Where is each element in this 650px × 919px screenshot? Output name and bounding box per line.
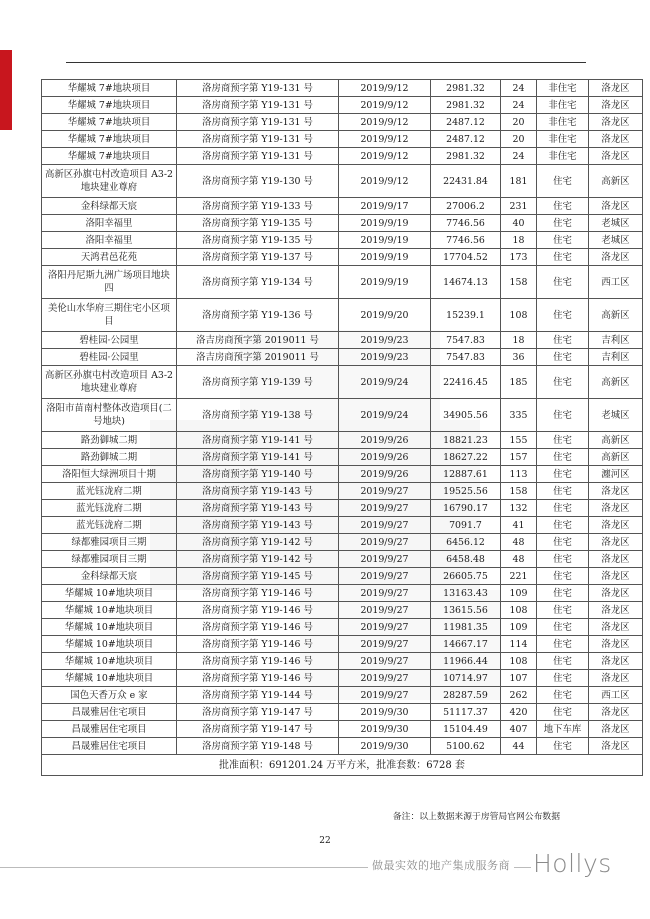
project-name-cell: 华耀城 10#地块项目	[42, 602, 177, 619]
permit-number-cell: 洛吉房商预字第 2019011 号	[177, 349, 339, 366]
permit-number-cell: 洛房商预字第 Y19-137 号	[177, 249, 339, 266]
permit-number-cell: 洛房商预字第 Y19-131 号	[177, 97, 339, 114]
unit-count-cell: 107	[501, 670, 537, 687]
usage-type-cell: 非住宅	[537, 80, 589, 97]
approval-date-cell: 2019/9/12	[339, 80, 431, 97]
table-row	[42, 97, 643, 114]
project-name-cell: 金科绿都天宸	[42, 568, 177, 585]
unit-count-cell: 41	[501, 517, 537, 534]
usage-type-cell: 住宅	[537, 653, 589, 670]
project-name-cell: 洛阳市苗南村整体改造项目(二号地块)	[42, 399, 177, 432]
approval-date-cell: 2019/9/12	[339, 148, 431, 165]
district-cell: 老城区	[589, 232, 643, 249]
approved-area-cell: 2981.32	[431, 97, 501, 114]
approval-date-cell: 2019/9/27	[339, 500, 431, 517]
approved-area-cell: 27006.2	[431, 198, 501, 215]
permit-number-cell: 洛房商预字第 Y19-142 号	[177, 551, 339, 568]
unit-count-cell: 173	[501, 249, 537, 266]
page-number: 22	[319, 836, 331, 846]
district-cell: 西工区	[589, 266, 643, 299]
approval-date-cell: 2019/9/27	[339, 619, 431, 636]
unit-count-cell: 44	[501, 738, 537, 755]
permit-number-cell: 洛房商预字第 Y19-145 号	[177, 568, 339, 585]
unit-count-cell: 157	[501, 449, 537, 466]
project-name-cell: 国色天香万众 e 家	[42, 687, 177, 704]
project-name-cell: 昌晟雅居住宅项目	[42, 721, 177, 738]
approval-date-cell: 2019/9/27	[339, 483, 431, 500]
approved-area-cell: 11966.44	[431, 653, 501, 670]
approved-area-cell: 18627.22	[431, 449, 501, 466]
approved-area-cell: 13615.56	[431, 602, 501, 619]
unit-count-cell: 108	[501, 299, 537, 332]
approved-area-cell: 19525.56	[431, 483, 501, 500]
project-name-cell: 天鸿君邑花苑	[42, 249, 177, 266]
permit-number-cell: 洛房商预字第 Y19-146 号	[177, 636, 339, 653]
permit-number-cell: 洛房商预字第 Y19-136 号	[177, 299, 339, 332]
unit-count-cell: 181	[501, 165, 537, 198]
usage-type-cell: 住宅	[537, 349, 589, 366]
approved-area-cell: 12887.61	[431, 466, 501, 483]
approval-date-cell: 2019/9/27	[339, 517, 431, 534]
approved-area-cell: 17704.52	[431, 249, 501, 266]
district-cell: 高新区	[589, 366, 643, 399]
district-cell: 吉利区	[589, 349, 643, 366]
unit-count-cell: 109	[501, 585, 537, 602]
approved-area-cell: 7547.83	[431, 349, 501, 366]
permit-number-cell: 洛房商预字第 Y19-131 号	[177, 114, 339, 131]
table-row	[42, 349, 643, 366]
unit-count-cell: 132	[501, 500, 537, 517]
table-row	[42, 534, 643, 551]
approval-date-cell: 2019/9/19	[339, 232, 431, 249]
district-cell: 洛龙区	[589, 534, 643, 551]
unit-count-cell: 158	[501, 483, 537, 500]
approval-date-cell: 2019/9/12	[339, 165, 431, 198]
project-name-cell: 华耀城 10#地块项目	[42, 636, 177, 653]
usage-type-cell: 住宅	[537, 198, 589, 215]
approved-area-cell: 6456.12	[431, 534, 501, 551]
usage-type-cell: 住宅	[537, 670, 589, 687]
usage-type-cell: 住宅	[537, 399, 589, 432]
project-name-cell: 碧桂园·公园里	[42, 332, 177, 349]
district-cell: 洛龙区	[589, 670, 643, 687]
district-cell: 洛龙区	[589, 131, 643, 148]
district-cell: 洛龙区	[589, 619, 643, 636]
district-cell: 高新区	[589, 299, 643, 332]
usage-type-cell: 住宅	[537, 738, 589, 755]
permit-number-cell: 洛房商预字第 Y19-146 号	[177, 602, 339, 619]
approved-area-cell: 5100.62	[431, 738, 501, 755]
unit-count-cell: 18	[501, 332, 537, 349]
project-name-cell: 洛阳幸福里	[42, 232, 177, 249]
total-row	[42, 755, 643, 776]
approval-date-cell: 2019/9/12	[339, 131, 431, 148]
approved-area-cell: 6458.48	[431, 551, 501, 568]
district-cell: 洛龙区	[589, 80, 643, 97]
approval-date-cell: 2019/9/27	[339, 687, 431, 704]
table-row	[42, 266, 643, 299]
permit-number-cell: 洛房商预字第 Y19-131 号	[177, 131, 339, 148]
table-row	[42, 517, 643, 534]
approved-area-cell: 15239.1	[431, 299, 501, 332]
unit-count-cell: 48	[501, 551, 537, 568]
district-cell: 洛龙区	[589, 585, 643, 602]
approved-area-cell: 28287.59	[431, 687, 501, 704]
approved-area-cell: 7547.83	[431, 332, 501, 349]
project-name-cell: 昌晟雅居住宅项目	[42, 704, 177, 721]
approval-date-cell: 2019/9/30	[339, 721, 431, 738]
unit-count-cell: 18	[501, 232, 537, 249]
usage-type-cell: 住宅	[537, 534, 589, 551]
permit-number-cell: 洛房商预字第 Y19-135 号	[177, 215, 339, 232]
usage-type-cell: 住宅	[537, 517, 589, 534]
district-cell: 洛龙区	[589, 249, 643, 266]
approved-area-cell: 14667.17	[431, 636, 501, 653]
approval-date-cell: 2019/9/27	[339, 534, 431, 551]
district-cell: 洛龙区	[589, 114, 643, 131]
unit-count-cell: 24	[501, 80, 537, 97]
table-row	[42, 432, 643, 449]
table-row	[42, 585, 643, 602]
usage-type-cell: 住宅	[537, 215, 589, 232]
permit-number-cell: 洛房商预字第 Y19-146 号	[177, 619, 339, 636]
usage-type-cell: 住宅	[537, 551, 589, 568]
table-row	[42, 80, 643, 97]
approval-date-cell: 2019/9/27	[339, 551, 431, 568]
presale-permit-table	[41, 79, 643, 776]
approval-date-cell: 2019/9/27	[339, 585, 431, 602]
project-name-cell: 绿都雅园项目三期	[42, 534, 177, 551]
permit-number-cell: 洛房商预字第 Y19-143 号	[177, 483, 339, 500]
usage-type-cell: 住宅	[537, 366, 589, 399]
usage-type-cell: 住宅	[537, 232, 589, 249]
permit-number-cell: 洛房商预字第 Y19-134 号	[177, 266, 339, 299]
usage-type-cell: 住宅	[537, 500, 589, 517]
table-row	[42, 483, 643, 500]
unit-count-cell: 158	[501, 266, 537, 299]
district-cell: 洛龙区	[589, 568, 643, 585]
unit-count-cell: 108	[501, 653, 537, 670]
unit-count-cell: 185	[501, 366, 537, 399]
permit-number-cell: 洛房商预字第 Y19-133 号	[177, 198, 339, 215]
permit-number-cell: 洛房商预字第 Y19-131 号	[177, 80, 339, 97]
approved-area-cell: 11981.35	[431, 619, 501, 636]
approved-area-cell: 13163.43	[431, 585, 501, 602]
district-cell: 洛龙区	[589, 517, 643, 534]
approval-date-cell: 2019/9/19	[339, 249, 431, 266]
permit-number-cell: 洛房商预字第 Y19-143 号	[177, 517, 339, 534]
table-row	[42, 551, 643, 568]
permit-number-cell: 洛房商预字第 Y19-146 号	[177, 585, 339, 602]
approved-area-cell: 2487.12	[431, 131, 501, 148]
district-cell: 老城区	[589, 399, 643, 432]
unit-count-cell: 48	[501, 534, 537, 551]
permit-number-cell: 洛房商预字第 Y19-141 号	[177, 432, 339, 449]
source-note: 备注：以上数据来源于房管局官网公布数据	[392, 812, 560, 822]
district-cell: 洛龙区	[589, 704, 643, 721]
table-row	[42, 165, 643, 198]
header-rule	[66, 62, 586, 63]
usage-type-cell: 住宅	[537, 466, 589, 483]
usage-type-cell: 住宅	[537, 266, 589, 299]
permit-number-cell: 洛房商预字第 Y19-142 号	[177, 534, 339, 551]
table-row	[42, 299, 643, 332]
usage-type-cell: 住宅	[537, 704, 589, 721]
approval-date-cell: 2019/9/26	[339, 466, 431, 483]
table-row	[42, 366, 643, 399]
table-row	[42, 704, 643, 721]
project-name-cell: 昌晟雅居住宅项目	[42, 738, 177, 755]
approval-date-cell: 2019/9/27	[339, 568, 431, 585]
approved-area-cell: 22431.84	[431, 165, 501, 198]
district-cell: 西工区	[589, 687, 643, 704]
red-accent-bar	[0, 50, 12, 130]
usage-type-cell: 住宅	[537, 432, 589, 449]
project-name-cell: 美伦山水华府三期住宅小区项目	[42, 299, 177, 332]
table-row	[42, 249, 643, 266]
approval-date-cell: 2019/9/30	[339, 704, 431, 721]
approval-date-cell: 2019/9/26	[339, 449, 431, 466]
approval-date-cell: 2019/9/12	[339, 114, 431, 131]
project-name-cell: 蓝光钰泷府二期	[42, 500, 177, 517]
approved-area-cell: 7746.56	[431, 232, 501, 249]
table-row	[42, 399, 643, 432]
approved-area-cell: 18821.23	[431, 432, 501, 449]
usage-type-cell: 住宅	[537, 602, 589, 619]
project-name-cell: 华耀城 10#地块项目	[42, 585, 177, 602]
project-name-cell: 华耀城 7#地块项目	[42, 80, 177, 97]
usage-type-cell: 住宅	[537, 332, 589, 349]
permit-number-cell: 洛房商预字第 Y19-141 号	[177, 449, 339, 466]
project-name-cell: 碧桂园·公园里	[42, 349, 177, 366]
district-cell: 洛龙区	[589, 721, 643, 738]
unit-count-cell: 20	[501, 131, 537, 148]
usage-type-cell: 住宅	[537, 165, 589, 198]
usage-type-cell: 住宅	[537, 299, 589, 332]
unit-count-cell: 335	[501, 399, 537, 432]
usage-type-cell: 住宅	[537, 249, 589, 266]
table-row	[42, 332, 643, 349]
approved-area-cell: 34905.56	[431, 399, 501, 432]
approved-area-cell: 2981.32	[431, 148, 501, 165]
project-name-cell: 华耀城 7#地块项目	[42, 131, 177, 148]
brand-logo: Hollys	[533, 849, 612, 878]
total-summary: 批准面积：691201.24 万平方米，批准套数：6728 套	[42, 755, 643, 776]
table-row	[42, 568, 643, 585]
usage-type-cell: 住宅	[537, 449, 589, 466]
unit-count-cell: 108	[501, 602, 537, 619]
project-name-cell: 金科绿都天宸	[42, 198, 177, 215]
unit-count-cell: 407	[501, 721, 537, 738]
table-row	[42, 653, 643, 670]
unit-count-cell: 109	[501, 619, 537, 636]
project-name-cell: 绿都雅园项目三期	[42, 551, 177, 568]
district-cell: 洛龙区	[589, 636, 643, 653]
table-row	[42, 619, 643, 636]
footer-tagline: 做最实效的地产集成服务商	[368, 857, 514, 873]
usage-type-cell: 地下车库	[537, 721, 589, 738]
approved-area-cell: 51117.37	[431, 704, 501, 721]
approval-date-cell: 2019/9/27	[339, 670, 431, 687]
table-row	[42, 602, 643, 619]
project-name-cell: 洛阳恒大绿洲项目十期	[42, 466, 177, 483]
unit-count-cell: 262	[501, 687, 537, 704]
table-row	[42, 670, 643, 687]
unit-count-cell: 114	[501, 636, 537, 653]
approval-date-cell: 2019/9/26	[339, 432, 431, 449]
project-name-cell: 高新区孙旗屯村改造项目 A3-2 地块建业尊府	[42, 165, 177, 198]
approval-date-cell: 2019/9/30	[339, 738, 431, 755]
table-row	[42, 148, 643, 165]
permit-number-cell: 洛房商预字第 Y19-143 号	[177, 500, 339, 517]
project-name-cell: 华耀城 7#地块项目	[42, 148, 177, 165]
approval-date-cell: 2019/9/19	[339, 266, 431, 299]
approved-area-cell: 26605.75	[431, 568, 501, 585]
district-cell: 洛龙区	[589, 653, 643, 670]
table-row	[42, 636, 643, 653]
project-name-cell: 华耀城 10#地块项目	[42, 670, 177, 687]
approval-date-cell: 2019/9/24	[339, 366, 431, 399]
approved-area-cell: 2487.12	[431, 114, 501, 131]
permit-number-cell: 洛吉房商预字第 2019011 号	[177, 332, 339, 349]
project-name-cell: 路劲御城二期	[42, 449, 177, 466]
table-row	[42, 500, 643, 517]
approved-area-cell: 22416.45	[431, 366, 501, 399]
approval-date-cell: 2019/9/27	[339, 653, 431, 670]
project-name-cell: 华耀城 7#地块项目	[42, 97, 177, 114]
unit-count-cell: 24	[501, 148, 537, 165]
project-name-cell: 华耀城 10#地块项目	[42, 653, 177, 670]
district-cell: 洛龙区	[589, 483, 643, 500]
approved-area-cell: 7746.56	[431, 215, 501, 232]
permit-number-cell: 洛房商预字第 Y19-135 号	[177, 232, 339, 249]
table-row	[42, 687, 643, 704]
district-cell: 洛龙区	[589, 198, 643, 215]
table-row	[42, 215, 643, 232]
unit-count-cell: 155	[501, 432, 537, 449]
permit-number-cell: 洛房商预字第 Y19-131 号	[177, 148, 339, 165]
unit-count-cell: 113	[501, 466, 537, 483]
project-name-cell: 高新区孙旗屯村改造项目 A3-2 地块建业尊府	[42, 366, 177, 399]
project-name-cell: 华耀城 10#地块项目	[42, 619, 177, 636]
district-cell: 吉利区	[589, 332, 643, 349]
permit-number-cell: 洛房商预字第 Y19-146 号	[177, 653, 339, 670]
approval-date-cell: 2019/9/20	[339, 299, 431, 332]
table-row	[42, 721, 643, 738]
permit-number-cell: 洛房商预字第 Y19-147 号	[177, 721, 339, 738]
permit-number-cell: 洛房商预字第 Y19-138 号	[177, 399, 339, 432]
approval-date-cell: 2019/9/19	[339, 215, 431, 232]
permit-number-cell: 洛房商预字第 Y19-148 号	[177, 738, 339, 755]
approval-date-cell: 2019/9/27	[339, 636, 431, 653]
unit-count-cell: 36	[501, 349, 537, 366]
project-name-cell: 华耀城 7#地块项目	[42, 114, 177, 131]
unit-count-cell: 24	[501, 97, 537, 114]
usage-type-cell: 住宅	[537, 585, 589, 602]
approved-area-cell: 2981.32	[431, 80, 501, 97]
district-cell: 洛龙区	[589, 500, 643, 517]
project-name-cell: 蓝光钰泷府二期	[42, 517, 177, 534]
permit-number-cell: 洛房商预字第 Y19-146 号	[177, 670, 339, 687]
district-cell: 洛龙区	[589, 97, 643, 114]
project-name-cell: 洛阳丹尼斯九洲广场项目地块四	[42, 266, 177, 299]
district-cell: 洛龙区	[589, 602, 643, 619]
project-name-cell: 洛阳幸福里	[42, 215, 177, 232]
approved-area-cell: 15104.49	[431, 721, 501, 738]
district-cell: 高新区	[589, 165, 643, 198]
usage-type-cell: 住宅	[537, 619, 589, 636]
table-row	[42, 131, 643, 148]
table-row	[42, 738, 643, 755]
project-name-cell: 蓝光钰泷府二期	[42, 483, 177, 500]
approved-area-cell: 7091.7	[431, 517, 501, 534]
unit-count-cell: 420	[501, 704, 537, 721]
table-row	[42, 114, 643, 131]
usage-type-cell: 非住宅	[537, 148, 589, 165]
project-name-cell: 路劲御城二期	[42, 432, 177, 449]
usage-type-cell: 非住宅	[537, 131, 589, 148]
approval-date-cell: 2019/9/17	[339, 198, 431, 215]
district-cell: 洛龙区	[589, 738, 643, 755]
unit-count-cell: 20	[501, 114, 537, 131]
approval-date-cell: 2019/9/27	[339, 602, 431, 619]
usage-type-cell: 非住宅	[537, 97, 589, 114]
district-cell: 瀍河区	[589, 466, 643, 483]
permit-number-cell: 洛房商预字第 Y19-147 号	[177, 704, 339, 721]
usage-type-cell: 住宅	[537, 687, 589, 704]
usage-type-cell: 非住宅	[537, 114, 589, 131]
usage-type-cell: 住宅	[537, 636, 589, 653]
approved-area-cell: 16790.17	[431, 500, 501, 517]
unit-count-cell: 221	[501, 568, 537, 585]
permit-number-cell: 洛房商预字第 Y19-140 号	[177, 466, 339, 483]
approved-area-cell: 14674.13	[431, 266, 501, 299]
usage-type-cell: 住宅	[537, 568, 589, 585]
permit-number-cell: 洛房商预字第 Y19-139 号	[177, 366, 339, 399]
approval-date-cell: 2019/9/23	[339, 349, 431, 366]
district-cell: 老城区	[589, 215, 643, 232]
table-row	[42, 198, 643, 215]
usage-type-cell: 住宅	[537, 483, 589, 500]
unit-count-cell: 231	[501, 198, 537, 215]
district-cell: 高新区	[589, 432, 643, 449]
permit-number-cell: 洛房商预字第 Y19-130 号	[177, 165, 339, 198]
table-row	[42, 449, 643, 466]
approval-date-cell: 2019/9/23	[339, 332, 431, 349]
table-row	[42, 466, 643, 483]
table-row	[42, 232, 643, 249]
district-cell: 洛龙区	[589, 148, 643, 165]
approval-date-cell: 2019/9/12	[339, 97, 431, 114]
permit-number-cell: 洛房商预字第 Y19-144 号	[177, 687, 339, 704]
district-cell: 洛龙区	[589, 551, 643, 568]
district-cell: 高新区	[589, 449, 643, 466]
approval-date-cell: 2019/9/24	[339, 399, 431, 432]
approved-area-cell: 10714.97	[431, 670, 501, 687]
unit-count-cell: 40	[501, 215, 537, 232]
